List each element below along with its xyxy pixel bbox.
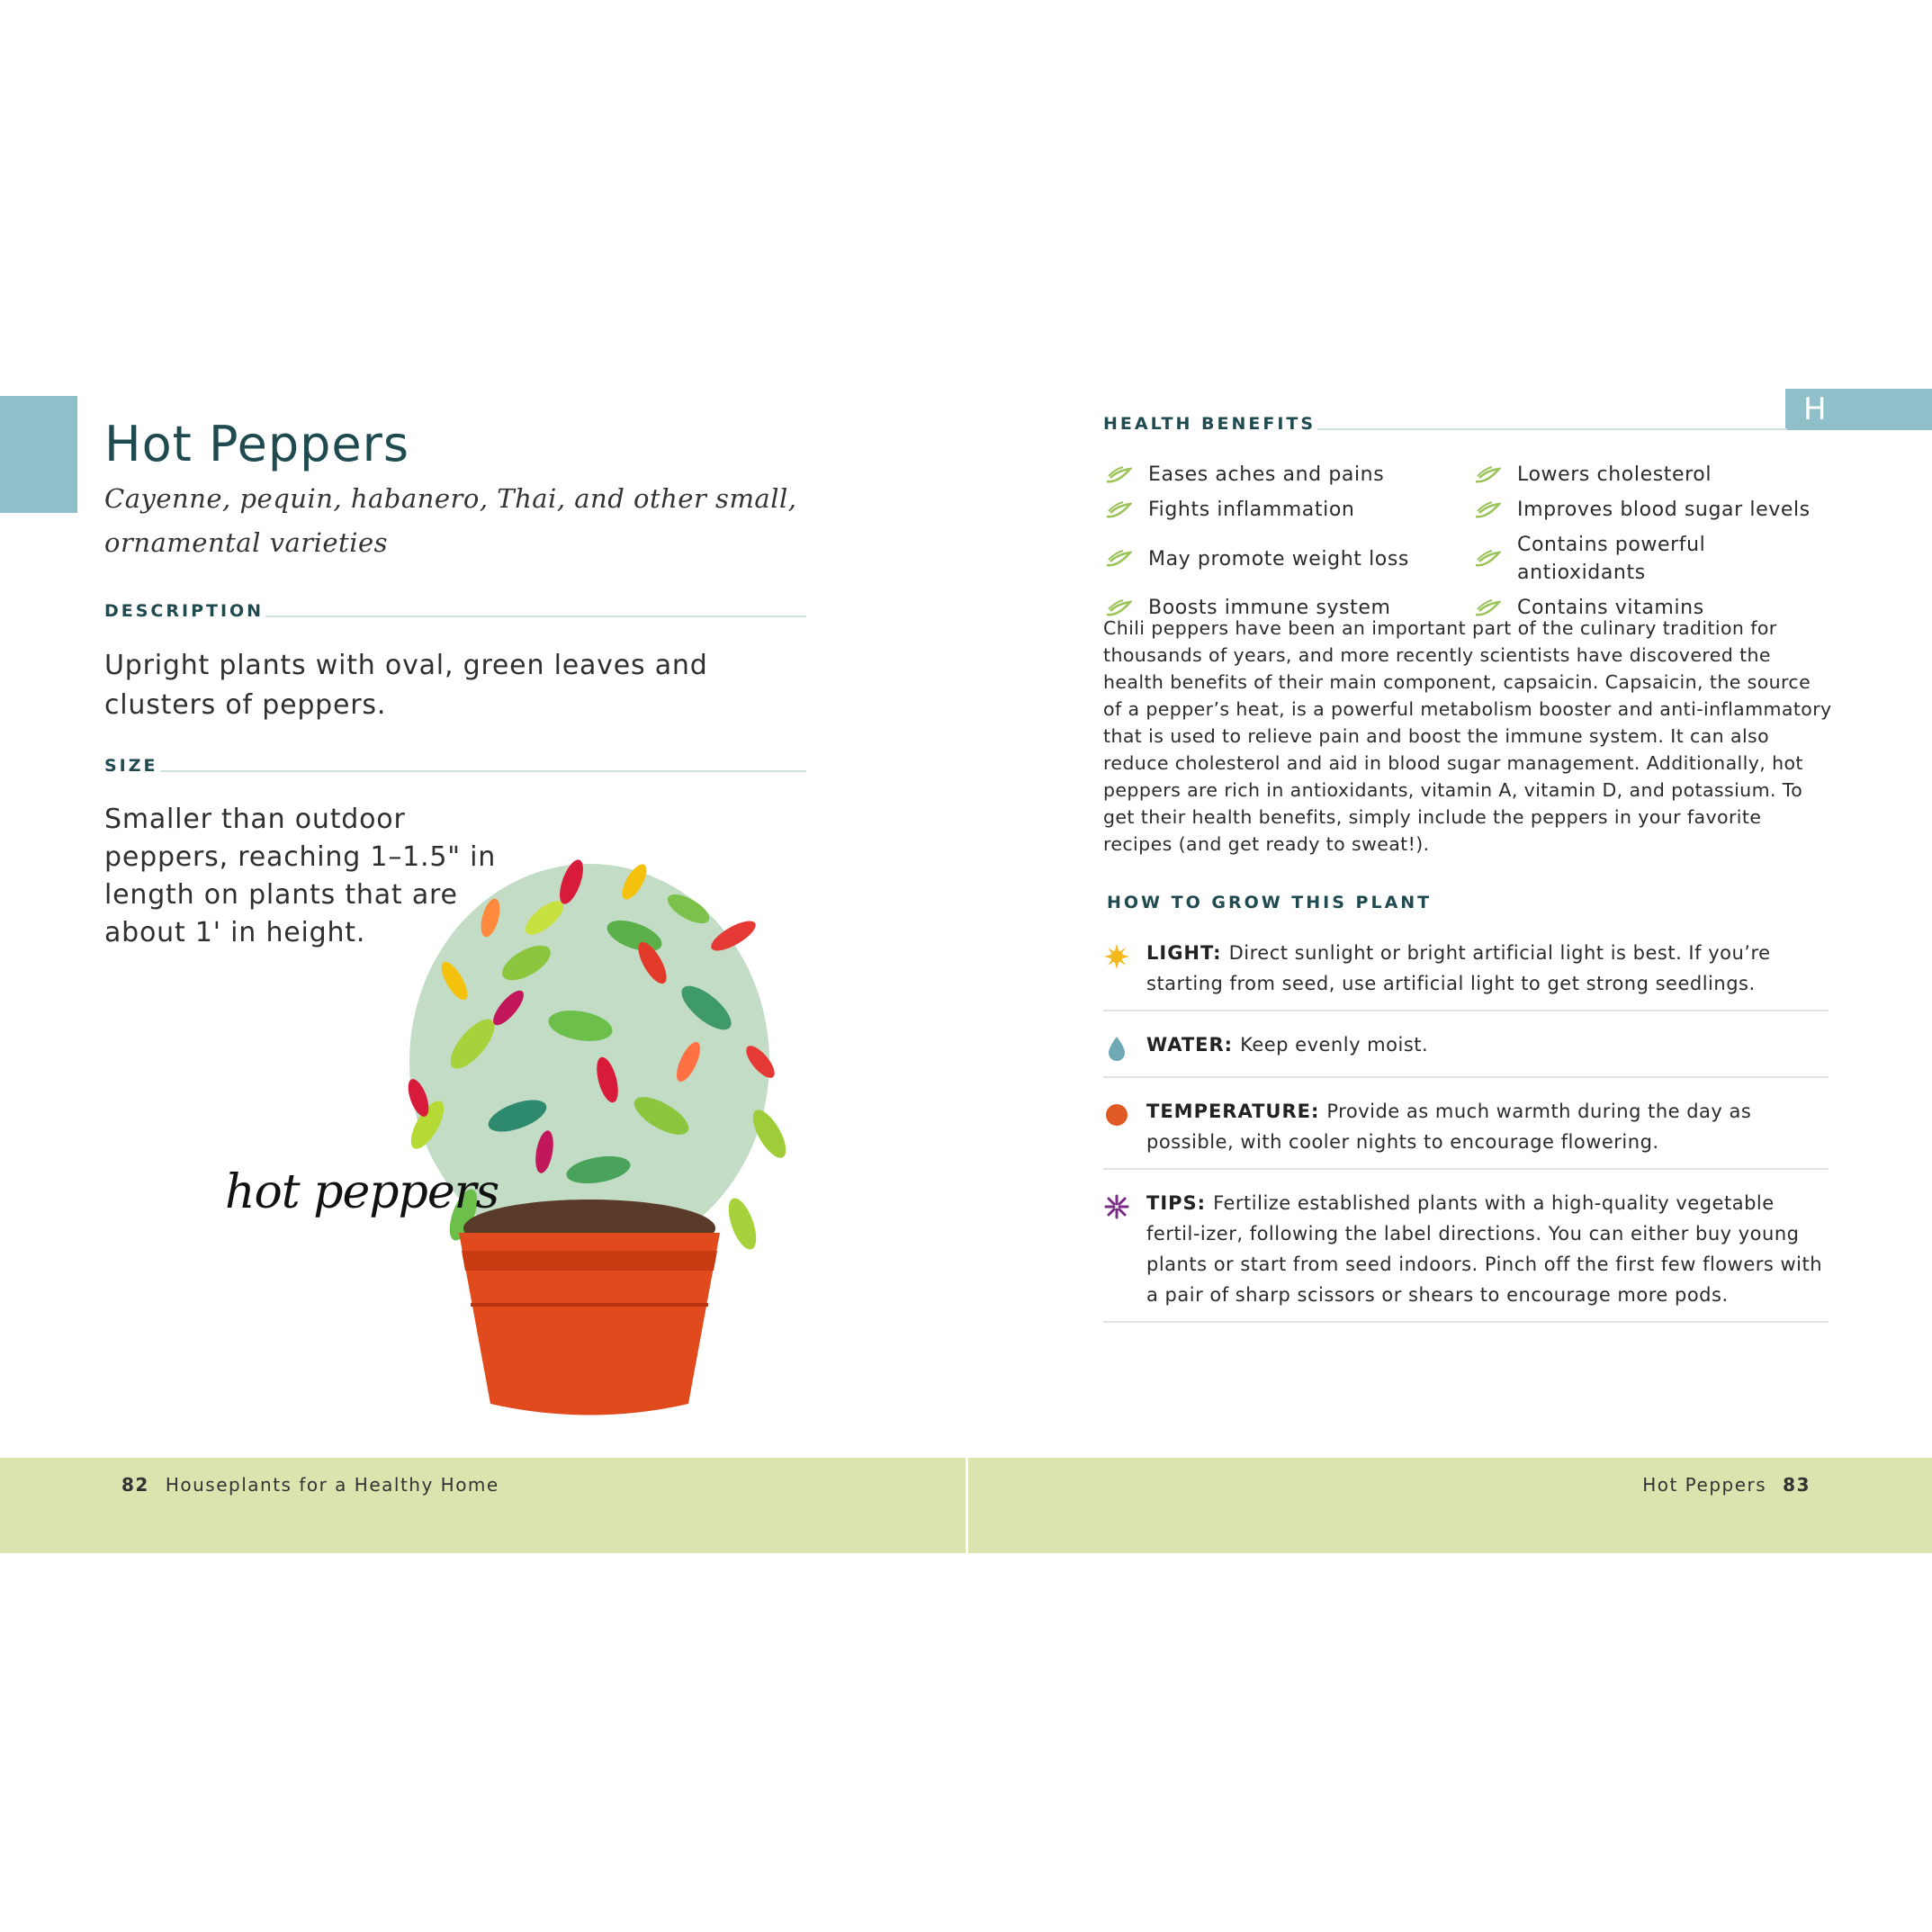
benefit-label: Contains powerful antioxidants: [1517, 534, 1706, 584]
temperature-dot-icon: [1103, 1101, 1130, 1128]
page-number-right: 83: [1783, 1474, 1811, 1496]
leaf-icon: [1474, 500, 1501, 520]
leaf-icon: [1105, 549, 1132, 569]
illustration-caption: hot peppers: [225, 1165, 499, 1219]
benefit-label: Lowers cholesterol: [1517, 463, 1712, 486]
benefit-item: [1474, 531, 1825, 587]
benefit-item: [1474, 461, 1825, 489]
grow-text: Keep evenly moist.: [1240, 1034, 1429, 1056]
health-benefits-heading-label: HEALTH BENEFITS: [1103, 414, 1316, 434]
footer-band: [0, 1458, 1932, 1553]
description-heading: [104, 601, 806, 621]
grow-item-tips: [1103, 1182, 1829, 1323]
grow-text: Direct sunlight or bright artificial light is best. If you’re starting from seed, use artificial light to get strong seedlings.: [1146, 942, 1771, 994]
benefit-label: Improves blood sugar levels: [1517, 499, 1811, 521]
benefit-label: Fights inflammation: [1148, 499, 1355, 521]
benefit-item: [1105, 496, 1474, 524]
size-heading: [104, 756, 806, 776]
grow-label: TIPS:: [1146, 1192, 1207, 1214]
heading-rule: [160, 770, 806, 772]
leaf-icon: [1105, 500, 1132, 520]
leaf-icon: [1105, 465, 1132, 485]
page-gutter: [966, 1458, 968, 1553]
how-to-grow-heading: HOW TO GROW THIS PLANT: [1107, 893, 1433, 912]
section-tab-right: [1785, 389, 1932, 430]
running-title-right: Hot Peppers: [1642, 1474, 1767, 1496]
leaf-icon: [1474, 549, 1501, 569]
description-heading-label: DESCRIPTION: [104, 601, 265, 621]
benefit-item: [1105, 531, 1474, 587]
grow-label: WATER:: [1146, 1034, 1234, 1056]
benefit-item: [1105, 461, 1474, 489]
running-title-left: Houseplants for a Healthy Home: [165, 1474, 499, 1496]
health-benefits-list: [1105, 461, 1825, 622]
benefit-label: Contains vitamins: [1517, 597, 1704, 619]
benefit-label: Eases aches and pains: [1148, 463, 1385, 486]
page-number-left: 82: [121, 1474, 149, 1496]
health-benefits-heading: [1103, 414, 1787, 434]
grow-item-water: [1103, 1024, 1829, 1078]
grow-label: LIGHT:: [1146, 942, 1222, 964]
clay-pot: [459, 1200, 720, 1415]
grow-label: TEMPERATURE:: [1146, 1101, 1320, 1122]
heading-rule: [265, 616, 806, 617]
page-title: Hot Peppers: [104, 416, 409, 472]
grow-item-temperature: [1103, 1091, 1829, 1170]
grow-text: Fertilize established plants with a high-quality vegetable fertil-izer, following the label directions. You can either buy young plants or start from seed indoors. Pinch off the first few flowers with a pair of sharp scissors or shears to encourage more pods.: [1146, 1192, 1823, 1306]
section-tab-letter: H: [1803, 391, 1827, 427]
hot-pepper-plant-illustration: [364, 828, 823, 1422]
tips-flower-icon: [1103, 1193, 1130, 1220]
health-benefits-body: Chili peppers have been an important part of the culinary tradition for thousands of years, and more recently scientists have discovered the health benefits of their main component, capsaicin. Capsaicin, the source of a pepper’s heat, is a powerful metabolism booster and anti-inflammatory that is used to relieve pain and boost the immune system. It can also reduce cholesterol and aid in blood sugar management. Additionally, hot peppers are rich in antioxidants, vitamin A, vitamin D, and potassium. To get their health benefits, simply include the peppers in your favorite recipes (and get ready to sweat!).: [1103, 617, 1832, 855]
heading-rule: [1317, 428, 1787, 430]
grow-item-light: [1103, 932, 1829, 1011]
leaf-icon: [1474, 465, 1501, 485]
grow-instructions-list: [1103, 932, 1829, 1335]
benefit-item: [1474, 496, 1825, 524]
water-drop-icon: [1103, 1035, 1130, 1062]
footer-right: [1642, 1474, 1811, 1496]
plant-varieties-subtitle: Cayenne, pequin, habanero, Thai, and other small, ornamental varieties: [104, 483, 797, 558]
size-heading-label: SIZE: [104, 756, 158, 776]
size-text: Smaller than outdoor peppers, reaching 1–1.5" in length on plants that are about 1' in height.: [104, 804, 497, 948]
footer-left: [121, 1474, 499, 1496]
sun-icon: [1103, 943, 1130, 970]
section-tab-left: [0, 396, 77, 513]
benefit-label: Boosts immune system: [1148, 597, 1391, 619]
grow-text: Provide as much warmth during the day as possible, with cooler nights to encourage flowering.: [1146, 1101, 1752, 1153]
benefit-label: May promote weight loss: [1148, 547, 1409, 571]
description-text: Upright plants with oval, green leaves and clusters of peppers.: [104, 650, 708, 721]
